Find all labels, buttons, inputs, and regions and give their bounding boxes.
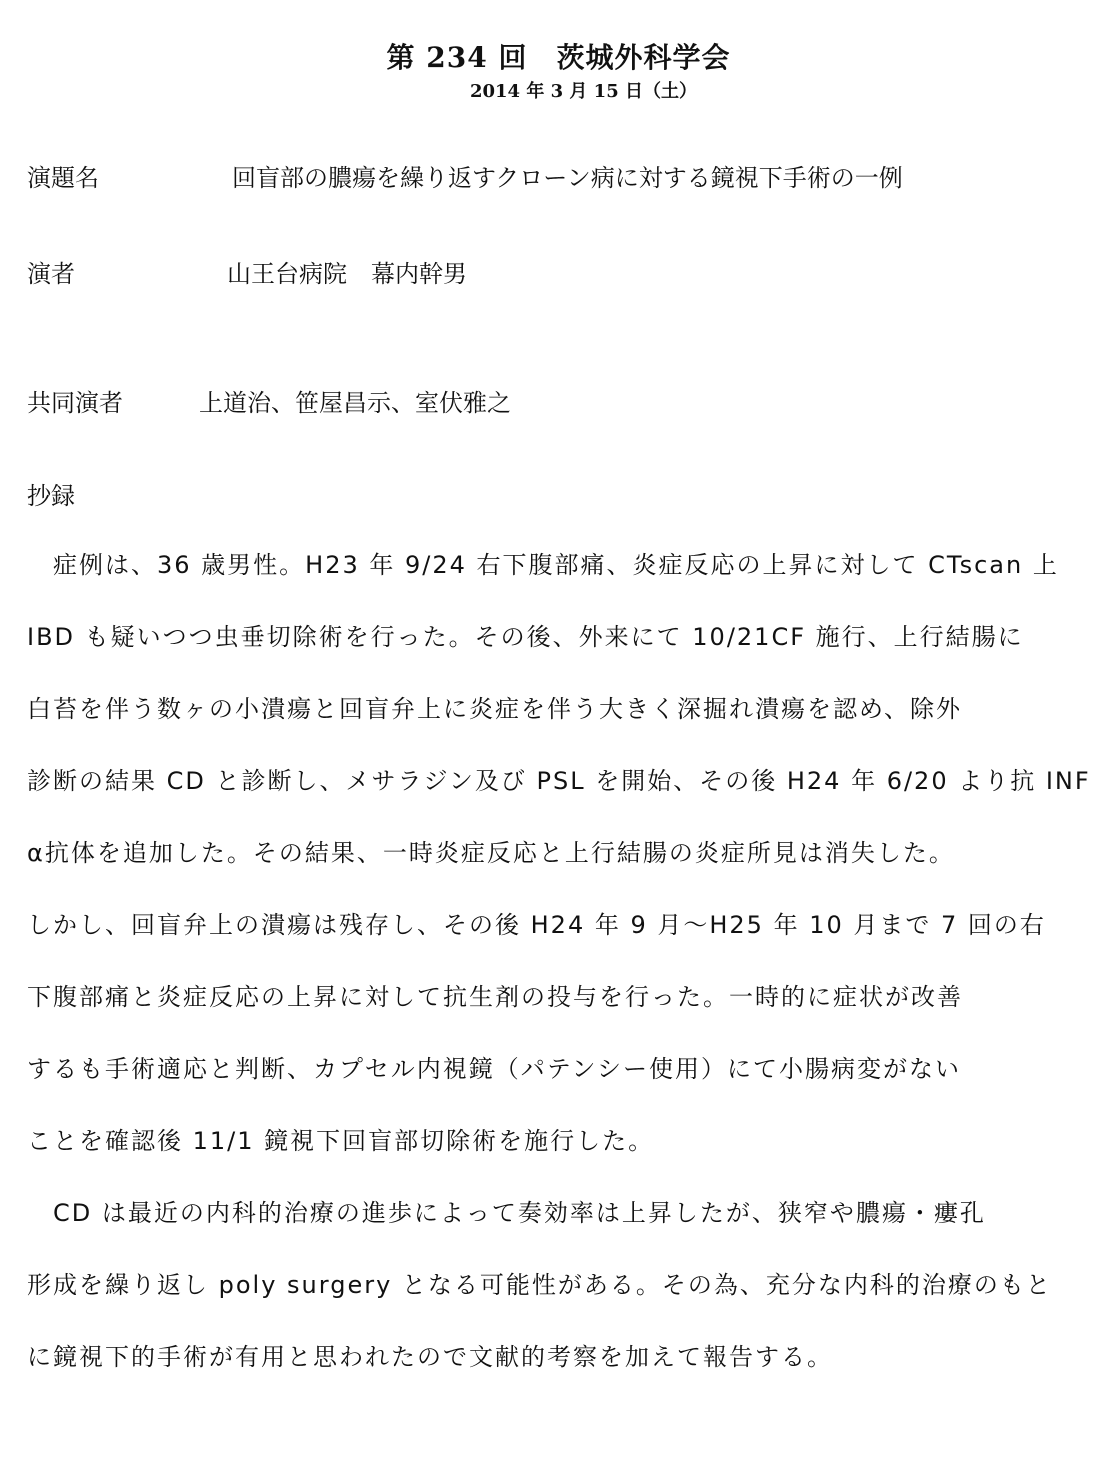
abstract-label: 抄録 xyxy=(27,482,75,510)
presenter-label: 演者 xyxy=(27,260,75,288)
topic-label: 演題名 xyxy=(27,164,99,192)
text-line: α抗体を追加した。その結果、一時炎症反応と上行結腸の炎症所見は消失した。 xyxy=(27,839,955,867)
presenter-value: 山王台病院 幕内幹男 xyxy=(227,260,467,288)
text-line: 形成を繰り返し poly surgery となる可能性がある。その為、充分な内科的治療のもと xyxy=(27,1271,1052,1299)
text-line: 下腹部痛と炎症反応の上昇に対して抗生剤の投与を行った。一時的に症状が改善 xyxy=(27,983,963,1011)
presenter-row xyxy=(27,254,467,289)
text-line: 白苔を伴う数ヶの小潰瘍と回盲弁上に炎症を伴う大きく深掘れ潰瘍を認め、除外 xyxy=(27,695,963,723)
abstract-paragraph-2 xyxy=(27,1177,1090,1393)
conference-title: 第 234 回 茨城外科学会 xyxy=(386,41,731,74)
copresenters-label: 共同演者 xyxy=(27,389,123,417)
text-line: IBD も疑いつつ虫垂切除術を行った。その後、外来にて 10/21CF 施行、上行結腸に xyxy=(27,623,1024,651)
text-line: しかし、回盲弁上の潰瘍は残存し、その後 H24 年 9 月～H25 年 10 月まで 7 回の右 xyxy=(27,911,1046,939)
topic-value: 回盲部の膿瘍を繰り返すクローン病に対する鏡視下手術の一例 xyxy=(232,164,903,192)
text-line: 症例は、36 歳男性。H23 年 9/24 右下腹部痛、炎症反応の上昇に対して CTscan 上 xyxy=(27,551,1059,579)
topic-row xyxy=(27,158,903,193)
text-line: CD は最近の内科的治療の進歩によって奏効率は上昇したが、狭窄や膿瘍・瘻孔 xyxy=(27,1199,986,1227)
text-line: するも手術適応と判断、カプセル内視鏡（パテンシー使用）にて小腸病変がない xyxy=(27,1055,961,1083)
copresenters-row xyxy=(27,383,511,418)
text-line: ことを確認後 11/1 鏡視下回盲部切除術を施行した。 xyxy=(27,1127,655,1155)
copresenters-value: 上道治、笹屋昌示、室伏雅之 xyxy=(199,389,511,417)
abstract-paragraph-1 xyxy=(27,529,1090,1177)
text-line: 診断の結果 CD と診断し、メサラジン及び PSL を開始、その後 H24 年 6/20 より抗 INF xyxy=(27,767,1091,795)
conference-date: 2014 年 3 月 15 日（土） xyxy=(469,81,697,102)
text-line: に鏡視下的手術が有用と思われたので文献的考察を加えて報告する。 xyxy=(27,1343,833,1371)
